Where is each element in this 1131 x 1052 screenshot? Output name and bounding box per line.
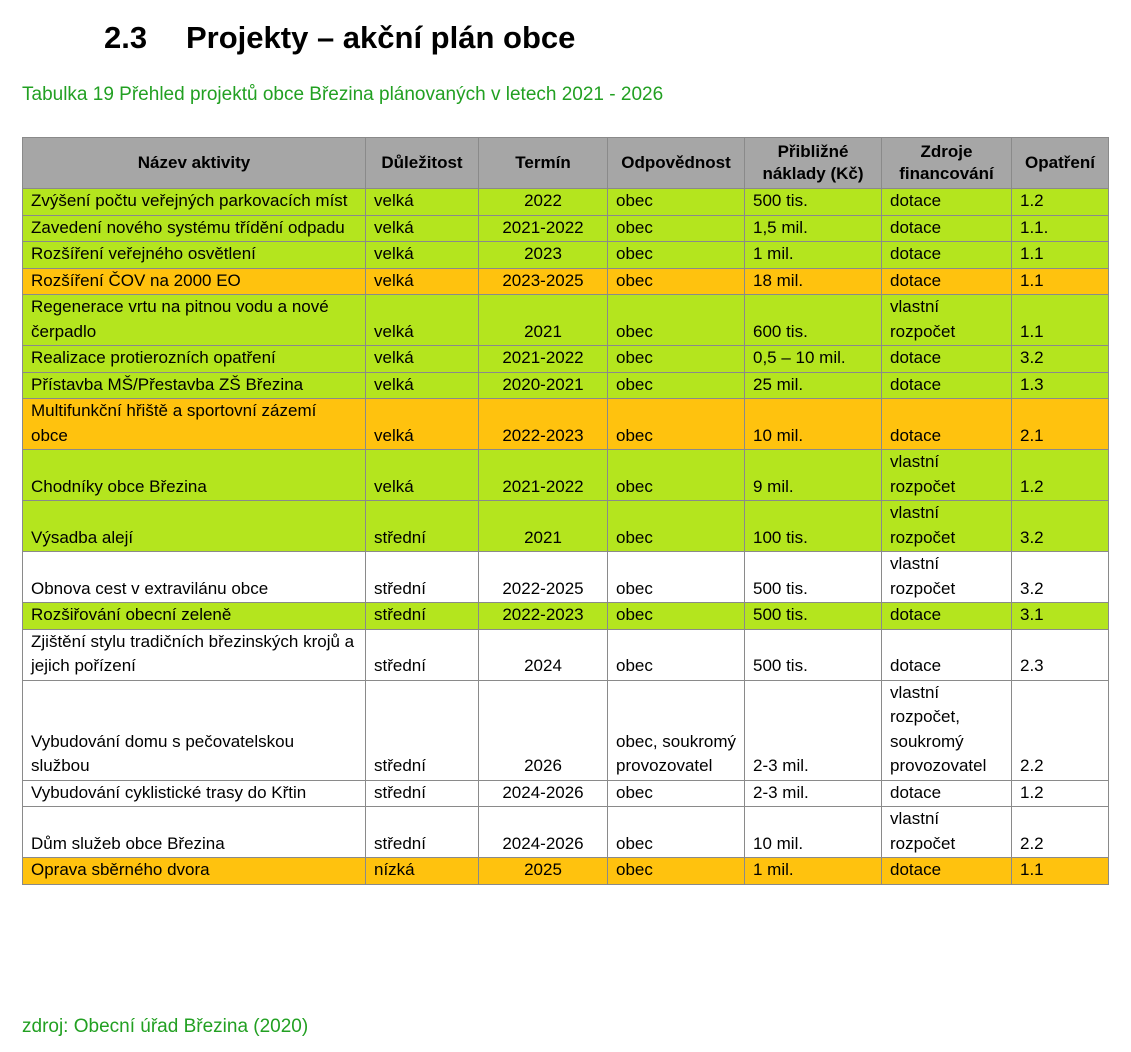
cell-measure: 2.3: [1012, 629, 1109, 680]
cell-costs: 1 mil.: [745, 858, 882, 885]
cell-term: 2023: [479, 242, 608, 269]
cell-responsibility: obec: [608, 552, 745, 603]
cell-importance: střední: [366, 780, 479, 807]
cell-measure: 3.2: [1012, 552, 1109, 603]
table-row: [23, 268, 1109, 295]
cell-costs: 500 tis.: [745, 629, 882, 680]
cell-costs: 10 mil.: [745, 399, 882, 450]
cell-responsibility: obec: [608, 858, 745, 885]
cell-responsibility: obec: [608, 807, 745, 858]
table-row: [23, 372, 1109, 399]
cell-activity-name: Zavedení nového systému třídění odpadu: [23, 215, 366, 242]
cell-activity-name: Regenerace vrtu na pitnou vodu a nové čerpadlo: [23, 295, 366, 346]
header-cell: Název aktivity: [23, 138, 366, 189]
table-body: [23, 189, 1109, 885]
cell-measure: 3.2: [1012, 346, 1109, 373]
cell-measure: 2.2: [1012, 807, 1109, 858]
cell-costs: 1 mil.: [745, 242, 882, 269]
cell-activity-name: Chodníky obce Březina: [23, 450, 366, 501]
table-row: [23, 242, 1109, 269]
cell-funding: dotace: [882, 372, 1012, 399]
cell-term: 2022-2023: [479, 603, 608, 630]
cell-importance: velká: [366, 189, 479, 216]
cell-funding: dotace: [882, 780, 1012, 807]
cell-measure: 3.2: [1012, 501, 1109, 552]
cell-importance: střední: [366, 552, 479, 603]
cell-term: 2024-2026: [479, 780, 608, 807]
cell-measure: 2.2: [1012, 680, 1109, 780]
cell-responsibility: obec: [608, 780, 745, 807]
cell-responsibility: obec: [608, 189, 745, 216]
cell-measure: 3.1: [1012, 603, 1109, 630]
cell-activity-name: Výsadba alejí: [23, 501, 366, 552]
cell-importance: velká: [366, 215, 479, 242]
cell-importance: velká: [366, 372, 479, 399]
cell-term: 2025: [479, 858, 608, 885]
cell-costs: 0,5 – 10 mil.: [745, 346, 882, 373]
cell-funding: vlastní rozpočet, soukromý provozovatel: [882, 680, 1012, 780]
cell-term: 2026: [479, 680, 608, 780]
cell-importance: nízká: [366, 858, 479, 885]
cell-measure: 1.2: [1012, 450, 1109, 501]
cell-costs: 500 tis.: [745, 603, 882, 630]
cell-responsibility: obec: [608, 629, 745, 680]
cell-responsibility: obec: [608, 501, 745, 552]
cell-importance: velká: [366, 450, 479, 501]
cell-activity-name: Realizace protierozních opatření: [23, 346, 366, 373]
cell-costs: 1,5 mil.: [745, 215, 882, 242]
cell-importance: velká: [366, 399, 479, 450]
cell-term: 2020-2021: [479, 372, 608, 399]
cell-measure: 1.1: [1012, 242, 1109, 269]
cell-responsibility: obec: [608, 603, 745, 630]
cell-funding: dotace: [882, 399, 1012, 450]
cell-term: 2023-2025: [479, 268, 608, 295]
cell-importance: velká: [366, 346, 479, 373]
cell-term: 2021-2022: [479, 215, 608, 242]
table-row: [23, 450, 1109, 501]
table-row: [23, 603, 1109, 630]
table-row: [23, 399, 1109, 450]
cell-measure: 1.2: [1012, 189, 1109, 216]
cell-activity-name: Vybudování cyklistické trasy do Křtin: [23, 780, 366, 807]
section-number: 2.3: [104, 20, 148, 55]
cell-term: 2021: [479, 501, 608, 552]
cell-funding: vlastní rozpočet: [882, 450, 1012, 501]
projects-table: [22, 137, 1109, 885]
cell-term: 2022-2025: [479, 552, 608, 603]
cell-measure: 1.1.: [1012, 215, 1109, 242]
cell-measure: 1.1: [1012, 268, 1109, 295]
cell-funding: dotace: [882, 189, 1012, 216]
cell-importance: velká: [366, 242, 479, 269]
table-row: [23, 295, 1109, 346]
cell-funding: dotace: [882, 629, 1012, 680]
table-header-row: [23, 138, 1109, 189]
cell-funding: dotace: [882, 603, 1012, 630]
cell-responsibility: obec: [608, 399, 745, 450]
cell-funding: dotace: [882, 346, 1012, 373]
cell-costs: 2-3 mil.: [745, 780, 882, 807]
table-row: [23, 346, 1109, 373]
cell-measure: 2.1: [1012, 399, 1109, 450]
cell-responsibility: obec: [608, 268, 745, 295]
cell-activity-name: Zjištění stylu tradičních březinských krojů a jejich pořízení: [23, 629, 366, 680]
cell-funding: vlastní rozpočet: [882, 501, 1012, 552]
table-row: [23, 501, 1109, 552]
section-title: Projekty – akční plán obce: [186, 20, 576, 55]
cell-term: 2021-2022: [479, 450, 608, 501]
cell-responsibility: obec: [608, 215, 745, 242]
header-cell: Důležitost: [366, 138, 479, 189]
table-row: [23, 807, 1109, 858]
cell-activity-name: Přístavba MŠ/Přestavba ZŠ Březina: [23, 372, 366, 399]
cell-importance: střední: [366, 629, 479, 680]
section-heading: [104, 20, 575, 56]
table-row: [23, 629, 1109, 680]
cell-importance: velká: [366, 295, 479, 346]
table-row: [23, 215, 1109, 242]
cell-term: 2021: [479, 295, 608, 346]
cell-term: 2022-2023: [479, 399, 608, 450]
header-cell: Opatření: [1012, 138, 1109, 189]
cell-costs: 600 tis.: [745, 295, 882, 346]
cell-responsibility: obec: [608, 346, 745, 373]
cell-funding: dotace: [882, 268, 1012, 295]
cell-funding: vlastní rozpočet: [882, 807, 1012, 858]
cell-measure: 1.3: [1012, 372, 1109, 399]
table-caption: Tabulka 19 Přehled projektů obce Březina plánovaných v letech 2021 - 2026: [22, 84, 664, 105]
cell-activity-name: Rozšíření ČOV na 2000 EO: [23, 268, 366, 295]
cell-responsibility: obec: [608, 450, 745, 501]
cell-costs: 500 tis.: [745, 189, 882, 216]
cell-measure: 1.2: [1012, 780, 1109, 807]
cell-activity-name: Zvýšení počtu veřejných parkovacích míst: [23, 189, 366, 216]
header-cell: Zdroje financování: [882, 138, 1012, 189]
cell-term: 2024-2026: [479, 807, 608, 858]
cell-costs: 2-3 mil.: [745, 680, 882, 780]
cell-costs: 500 tis.: [745, 552, 882, 603]
cell-responsibility: obec, soukromý provozovatel: [608, 680, 745, 780]
cell-responsibility: obec: [608, 295, 745, 346]
cell-measure: 1.1: [1012, 858, 1109, 885]
cell-activity-name: Vybudování domu s pečovatelskou službou: [23, 680, 366, 780]
cell-responsibility: obec: [608, 242, 745, 269]
cell-costs: 100 tis.: [745, 501, 882, 552]
cell-activity-name: Obnova cest v extravilánu obce: [23, 552, 366, 603]
table-row: [23, 680, 1109, 780]
header-cell: Termín: [479, 138, 608, 189]
cell-activity-name: Dům služeb obce Březina: [23, 807, 366, 858]
cell-term: 2024: [479, 629, 608, 680]
cell-funding: vlastní rozpočet: [882, 552, 1012, 603]
cell-importance: střední: [366, 807, 479, 858]
cell-costs: 25 mil.: [745, 372, 882, 399]
header-cell: Přibližné náklady (Kč): [745, 138, 882, 189]
cell-responsibility: obec: [608, 372, 745, 399]
cell-importance: střední: [366, 603, 479, 630]
header-cell: Odpovědnost: [608, 138, 745, 189]
cell-importance: střední: [366, 501, 479, 552]
table-row: [23, 780, 1109, 807]
cell-activity-name: Oprava sběrného dvora: [23, 858, 366, 885]
cell-term: 2021-2022: [479, 346, 608, 373]
cell-activity-name: Rozšíření veřejného osvětlení: [23, 242, 366, 269]
cell-funding: dotace: [882, 215, 1012, 242]
table-source: zdroj: Obecní úřad Březina (2020): [22, 1016, 309, 1037]
cell-costs: 10 mil.: [745, 807, 882, 858]
cell-activity-name: Rozšiřování obecní zeleně: [23, 603, 366, 630]
cell-term: 2022: [479, 189, 608, 216]
cell-measure: 1.1: [1012, 295, 1109, 346]
cell-funding: dotace: [882, 858, 1012, 885]
table-row: [23, 858, 1109, 885]
cell-funding: vlastní rozpočet: [882, 295, 1012, 346]
cell-activity-name: Multifunkční hřiště a sportovní zázemí obce: [23, 399, 366, 450]
cell-costs: 18 mil.: [745, 268, 882, 295]
cell-importance: velká: [366, 268, 479, 295]
cell-costs: 9 mil.: [745, 450, 882, 501]
table-row: [23, 189, 1109, 216]
table-row: [23, 552, 1109, 603]
cell-funding: dotace: [882, 242, 1012, 269]
cell-importance: střední: [366, 680, 479, 780]
